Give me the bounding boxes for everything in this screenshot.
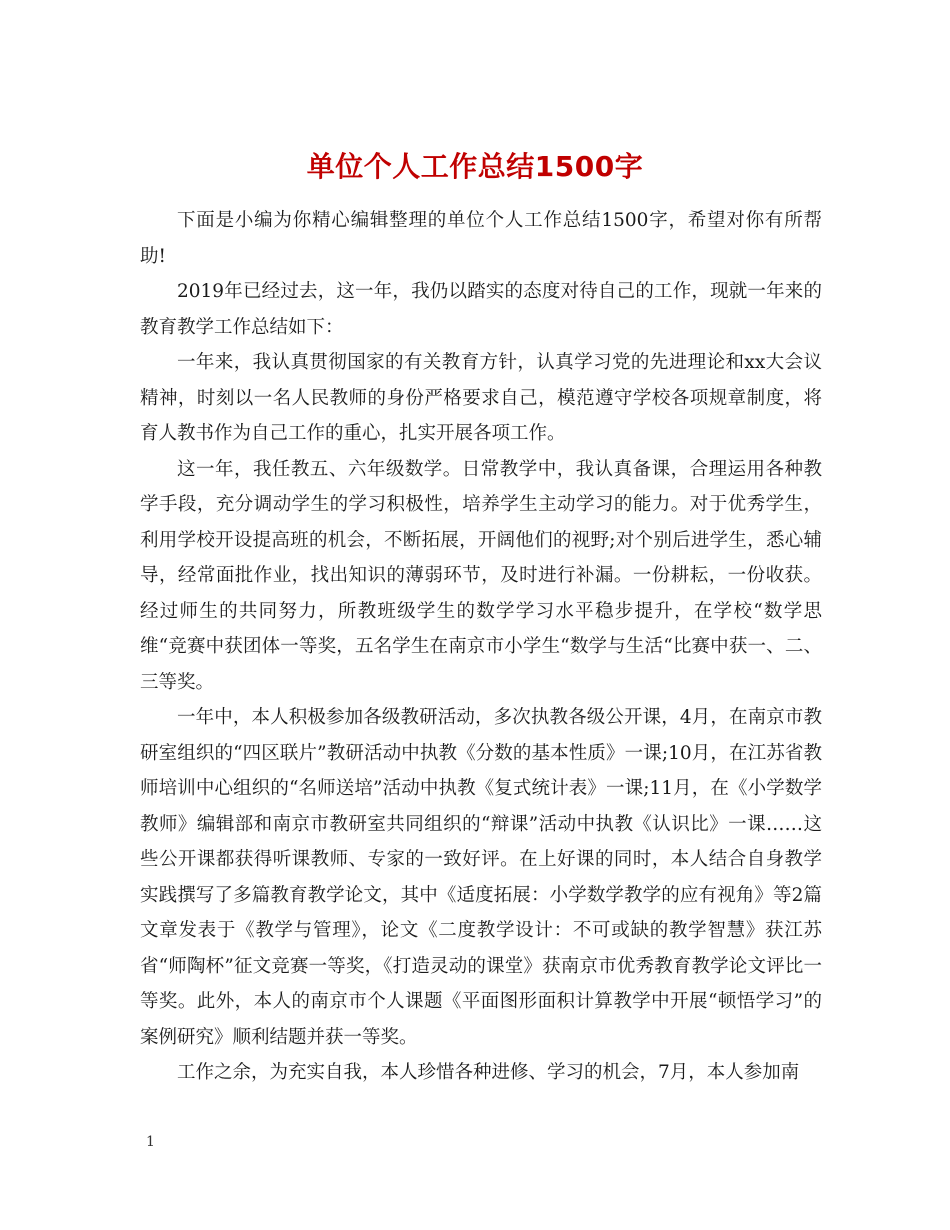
paragraph-teaching: 这一年，我任教五、六年级数学。日常教学中，我认真备课，合理运用各种教学手段，充分调动学生的学习积极性，培养学生主动学习的能力。对于优秀学生，利用学校开设提高班的机会，不断拓展，开阔他们的视野;对个别后进学生，悉心辅导，经常面批作业，找出知识的薄弱环节，及时进行补漏。一份耕耘，一份收获。经过师生的共同努力，所教班级学生的数学学习水平稳步提升，在学校“数学思维“竞赛中获团体一等奖，五名学生在南京市小学生“数学与生活“比赛中获一、二、三等奖。 xyxy=(140,458,822,693)
paragraph-research: 一年中，本人积极参加各级教研活动，多次执教各级公开课，4月，在南京市教研室组织的“四区联片”教研活动中执教《分数的基本性质》一课;10月，在江苏省教师培训中心组织的“名师送培”活动中执教《复式统计表》一课;11月，在《小学数学教师》编辑部和南京市教研室共同组织的“辩课”活动中执教《认识比》一课……这些公开课都获得听课教师、专家的一致好评。在上好课的同时，本人结合自身教学实践撰写了多篇教育教学论文，其中《适度拓展：小学数学教学的应有视角》等2篇文章发表于《教学与管理》，论文《二度教学设计：不可或缺的教学智慧》获江苏省“师陶杯”征文竞赛一等奖，《打造灵动的课堂》获南京市优秀教育教学论文评比一等奖。此外，本人的南京市个人课题《平面图形面积计算教学中开展“顿悟学习”的案例研究》顺利结题并获一等奖。 xyxy=(140,707,822,1048)
paragraph-year-summary: 2019年已经过去，这一年，我仍以踏实的态度对待自己的工作，现就一年来的教育教学工作总结如下： xyxy=(140,281,822,338)
page-number: 1 xyxy=(146,1134,155,1150)
paragraph-training: 工作之余，为充实自我，本人珍惜各种进修、学习的机会，7月，本人参加南 xyxy=(177,1062,800,1083)
document-body xyxy=(140,203,822,1091)
paragraph-intro: 下面是小编为你精心编辑整理的单位个人工作总结1500字，希望对你有所帮助! xyxy=(140,210,822,267)
paragraph-policy: 一年来，我认真贯彻国家的有关教育方针，认真学习党的先进理论和xx大会议精神，时刻以一名人民教师的身份严格要求自己，模范遵守学校各项规章制度，将育人教书作为自己工作的重心，扎实开展各项工作。 xyxy=(140,352,822,444)
document-title: 单位个人工作总结1500字 xyxy=(306,149,644,183)
